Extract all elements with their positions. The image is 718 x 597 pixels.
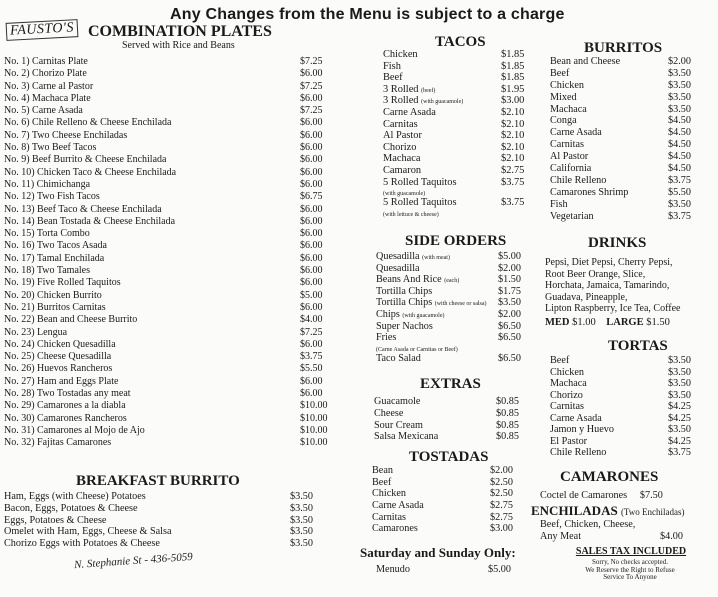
list-item: No. 17) Tamal Enchilada $6.00 bbox=[4, 252, 323, 264]
list-item: Al Pastor $2.10 bbox=[383, 130, 525, 142]
drinks-line: Guadava, Pineapple, bbox=[545, 291, 628, 303]
list-item: No. 10) Chicken Taco & Cheese Enchilada $6.00 bbox=[4, 166, 323, 178]
camarones-title: CAMARONES bbox=[560, 469, 659, 485]
list-item: No. 14) Bean Tostada & Cheese Enchilada $6.00 bbox=[4, 215, 323, 227]
list-item: No. 32) Fajitas Camarones $10.00 bbox=[4, 437, 328, 449]
list-item: No. 25) Cheese Quesadilla $3.75 bbox=[4, 351, 323, 363]
tostadas-list bbox=[372, 465, 522, 535]
list-item: Chorizo $3.50 bbox=[550, 389, 691, 401]
list-item: Mixed $3.50 bbox=[550, 91, 691, 103]
enchiladas-price: $4.00 bbox=[660, 530, 683, 542]
med-label: MED bbox=[545, 316, 570, 328]
list-item: Conga $4.50 bbox=[550, 115, 691, 127]
list-item: Salsa Mexicana $0.85 bbox=[374, 431, 519, 443]
list-item: Bean $2.00 bbox=[372, 465, 513, 476]
list-item: Bean and Cheese $2.00 bbox=[550, 56, 691, 67]
list-item: Carne Asada $4.25 bbox=[550, 412, 691, 424]
list-item: No. 31) Camarones al Mojo de Ajo $10.00 bbox=[4, 424, 328, 436]
list-item: Chorizo Eggs with Potatoes & Cheese $3.50 bbox=[4, 538, 313, 550]
extras-list bbox=[374, 396, 524, 443]
list-item: Fries $6.50 bbox=[376, 332, 521, 344]
list-item: Tortilla Chips (with cheese or salsa) $3.50 bbox=[376, 297, 521, 309]
enchiladas-title: ENCHILADAS (Two Enchiladas) bbox=[531, 503, 685, 518]
tostadas-title: TOSTADAS bbox=[409, 449, 489, 465]
list-item: Carne Asada $4.50 bbox=[550, 127, 691, 139]
enchiladas-line: Any Meat $4.00 bbox=[540, 530, 683, 542]
list-item: No. 26) Huevos Rancheros $5.50 bbox=[4, 363, 323, 375]
list-item: No. 12) Two Fish Tacos $6.75 bbox=[4, 191, 323, 203]
list-item: No. 28) Two Tostadas any meat $6.00 bbox=[4, 388, 323, 400]
drinks-line: Lipton Raspberry, Ice Tea, Coffee bbox=[545, 303, 681, 315]
list-item: Chicken $1.85 bbox=[383, 49, 525, 60]
list-item: Chile Relleno $3.75 bbox=[550, 174, 691, 186]
breakfast-title: BREAKFAST BURRITO bbox=[76, 473, 240, 489]
list-item: Fish $3.50 bbox=[550, 198, 691, 210]
list-item: Chicken $2.50 bbox=[372, 488, 513, 500]
list-item: Al Pastor $4.50 bbox=[550, 151, 691, 163]
drink-sizes bbox=[545, 317, 705, 329]
camarones-name: Coctel de Camarones bbox=[540, 490, 628, 501]
list-item: Eggs, Potatoes & Cheese $3.50 bbox=[4, 514, 313, 526]
list-item: Machaca $2.10 bbox=[383, 153, 525, 165]
drinks-line: Root Beer Orange, Slice, bbox=[545, 268, 646, 280]
list-item: 3 Rolled (with guacamole) $3.00 bbox=[383, 95, 525, 107]
list-item: Beef $2.50 bbox=[372, 476, 513, 488]
list-item: Carnitas $2.10 bbox=[383, 118, 525, 130]
list-item: 3 Rolled (beef) $1.95 bbox=[383, 83, 525, 95]
list-item: No. 30) Camarones Rancheros $10.00 bbox=[4, 412, 328, 424]
list-item: No. 22) Bean and Cheese Burrito $4.00 bbox=[4, 314, 323, 326]
list-item: No. 9) Beef Burrito & Cheese Enchilada $6.00 bbox=[4, 154, 323, 166]
list-item: Carnitas $2.75 bbox=[372, 511, 513, 523]
list-item: (Carne Asada or Carnitas or Beef) bbox=[376, 346, 458, 353]
large-price: $1.50 bbox=[646, 316, 670, 328]
list-item: No. 6) Chile Relleno & Cheese Enchilada $6.00 bbox=[4, 117, 323, 129]
combo-list bbox=[4, 56, 330, 450]
list-item: Machaca $3.50 bbox=[550, 378, 691, 389]
menu-banner: Any Changes from the Menu is subject to a charge bbox=[170, 6, 565, 23]
sales-tax-title: SALES TAX INCLUDED bbox=[575, 546, 687, 557]
tortas-list bbox=[550, 355, 700, 459]
list-item: Omelet with Ham, Eggs, Cheese & Salsa $3.50 bbox=[4, 526, 313, 538]
list-item: No. 1) Carnitas Plate $7.25 bbox=[4, 56, 323, 67]
breakfast-list bbox=[4, 491, 334, 550]
list-item: Carnitas $4.50 bbox=[550, 139, 691, 151]
list-item: Jamon y Huevo $3.50 bbox=[550, 424, 691, 435]
side-orders-title: SIDE ORDERS bbox=[405, 233, 507, 249]
burritos-title: BURRITOS bbox=[584, 40, 663, 56]
list-item: Chorizo $2.10 bbox=[383, 141, 525, 153]
weekend-title: Saturday and Sunday Only: bbox=[360, 545, 516, 560]
enchiladas-line: Beef, Chicken, Cheese, bbox=[540, 519, 636, 530]
policy-note: Sorry, No checks accepted. We Reserve the Right to Refuse Service To Anyone bbox=[585, 558, 675, 581]
large-label: LARGE bbox=[606, 316, 644, 328]
list-item: Carne Asada $2.10 bbox=[383, 106, 525, 118]
combo-subtitle: Served with Rice and Beans bbox=[122, 40, 235, 51]
list-item: No. 19) Five Rolled Taquitos $6.00 bbox=[4, 277, 323, 289]
combo-title: COMBINATION PLATES bbox=[88, 23, 272, 40]
list-item: Chile Relleno $3.75 bbox=[550, 447, 691, 458]
list-item: No. 21) Burritos Carnitas $6.00 bbox=[4, 301, 323, 313]
list-item: No. 5) Carne Asada $7.25 bbox=[4, 105, 323, 117]
list-item: No. 23) Lengua $7.25 bbox=[4, 326, 323, 338]
list-item: No. 7) Two Cheese Enchiladas $6.00 bbox=[4, 129, 323, 141]
med-price: $1.00 bbox=[572, 316, 596, 328]
drinks-title: DRINKS bbox=[588, 235, 647, 251]
list-item: 5 Rolled Taquitos $3.75 bbox=[383, 176, 525, 188]
tacos-title: TACOS bbox=[435, 34, 486, 50]
list-item: (with guacamole) bbox=[383, 191, 426, 198]
list-item: 5 Rolled Taquitos $3.75 bbox=[383, 197, 525, 209]
tacos-list bbox=[383, 49, 528, 218]
list-item: Quesadilla (with meat) $5.00 bbox=[376, 251, 521, 262]
list-item: No. 29) Camarones a la diabla $10.00 bbox=[4, 400, 328, 412]
list-item: (with lettuce & cheese) bbox=[383, 211, 439, 218]
camarones-item bbox=[540, 490, 710, 501]
extras-title: EXTRAS bbox=[420, 376, 481, 392]
side-orders-list bbox=[376, 251, 526, 364]
list-item: Carne Asada $2.75 bbox=[372, 500, 513, 512]
list-item: No. 20) Chicken Burrito $5.00 bbox=[4, 289, 323, 301]
list-item: No. 13) Beef Taco & Cheese Enchilada $6.00 bbox=[4, 203, 323, 215]
drinks-line: Pepsi, Diet Pepsi, Cherry Pepsi, bbox=[545, 257, 673, 268]
list-item: Beef $3.50 bbox=[550, 67, 691, 79]
list-item: Camarones Shrimp $5.50 bbox=[550, 186, 691, 198]
camarones-price: $7.50 bbox=[639, 490, 663, 501]
list-item: Tortilla Chips $1.75 bbox=[376, 285, 521, 297]
handwritten-note: N. Stephanie St - 436-5059 bbox=[73, 550, 194, 572]
list-item: California $4.50 bbox=[550, 163, 691, 175]
list-item: Camaron $2.75 bbox=[383, 164, 525, 176]
list-item: Machaca $3.50 bbox=[550, 103, 691, 115]
list-item: No. 4) Machaca Plate $6.00 bbox=[4, 92, 323, 104]
list-item: El Pastor $4.25 bbox=[550, 435, 691, 447]
list-item: Cheese $0.85 bbox=[374, 407, 519, 419]
drinks-list bbox=[545, 257, 705, 329]
list-item: No. 16) Two Tacos Asada $6.00 bbox=[4, 240, 323, 252]
list-item: No. 2) Chorizo Plate $6.00 bbox=[4, 68, 323, 80]
list-item: No. 3) Carne al Pastor $7.25 bbox=[4, 80, 323, 92]
list-item: No. 18) Two Tamales $6.00 bbox=[4, 265, 323, 277]
list-item: Chips (with guacamole) $2.00 bbox=[376, 308, 521, 320]
enchiladas-list bbox=[540, 519, 710, 542]
list-item: Fish $1.85 bbox=[383, 60, 525, 72]
list-item: Super Nachos $6.50 bbox=[376, 320, 521, 332]
drinks-line: Horchata, Jamaica, Tamarindo, bbox=[545, 280, 670, 292]
list-item: Camarones $3.00 bbox=[372, 523, 513, 535]
list-item: Carnitas $4.25 bbox=[550, 401, 691, 412]
list-item: Beans And Rice (each) $1.50 bbox=[376, 274, 521, 286]
enchiladas-note: (Two Enchiladas) bbox=[620, 507, 685, 517]
list-item: Taco Salad $6.50 bbox=[376, 352, 521, 364]
list-item: No. 8) Two Beef Tacos $6.00 bbox=[4, 142, 323, 154]
burritos-list bbox=[550, 56, 700, 222]
list-item: No. 11) Chimichanga $6.00 bbox=[4, 178, 323, 190]
list-item: Chicken $3.50 bbox=[550, 366, 691, 378]
list-item: Vegetarian $3.75 bbox=[550, 210, 691, 222]
list-item: Guacamole $0.85 bbox=[374, 396, 519, 407]
list-item: No. 15) Torta Combo $6.00 bbox=[4, 228, 323, 240]
tortas-title: TORTAS bbox=[608, 338, 668, 354]
list-item: Ham, Eggs (with Cheese) Potatoes $3.50 bbox=[4, 491, 313, 502]
list-item: Beef $1.85 bbox=[383, 72, 525, 84]
list-item: Quesadilla $2.00 bbox=[376, 262, 521, 274]
list-item: Sour Cream $0.85 bbox=[374, 419, 519, 431]
list-item: Bacon, Eggs, Potatoes & Cheese $3.50 bbox=[4, 502, 313, 514]
list-item: No. 24) Chicken Quesadilla $6.00 bbox=[4, 338, 323, 350]
brand-name: FAUSTO'S bbox=[6, 19, 79, 41]
list-item: No. 27) Ham and Eggs Plate $6.00 bbox=[4, 375, 323, 387]
list-item: Chicken $3.50 bbox=[550, 79, 691, 91]
list-item: Beef $3.50 bbox=[550, 355, 691, 366]
